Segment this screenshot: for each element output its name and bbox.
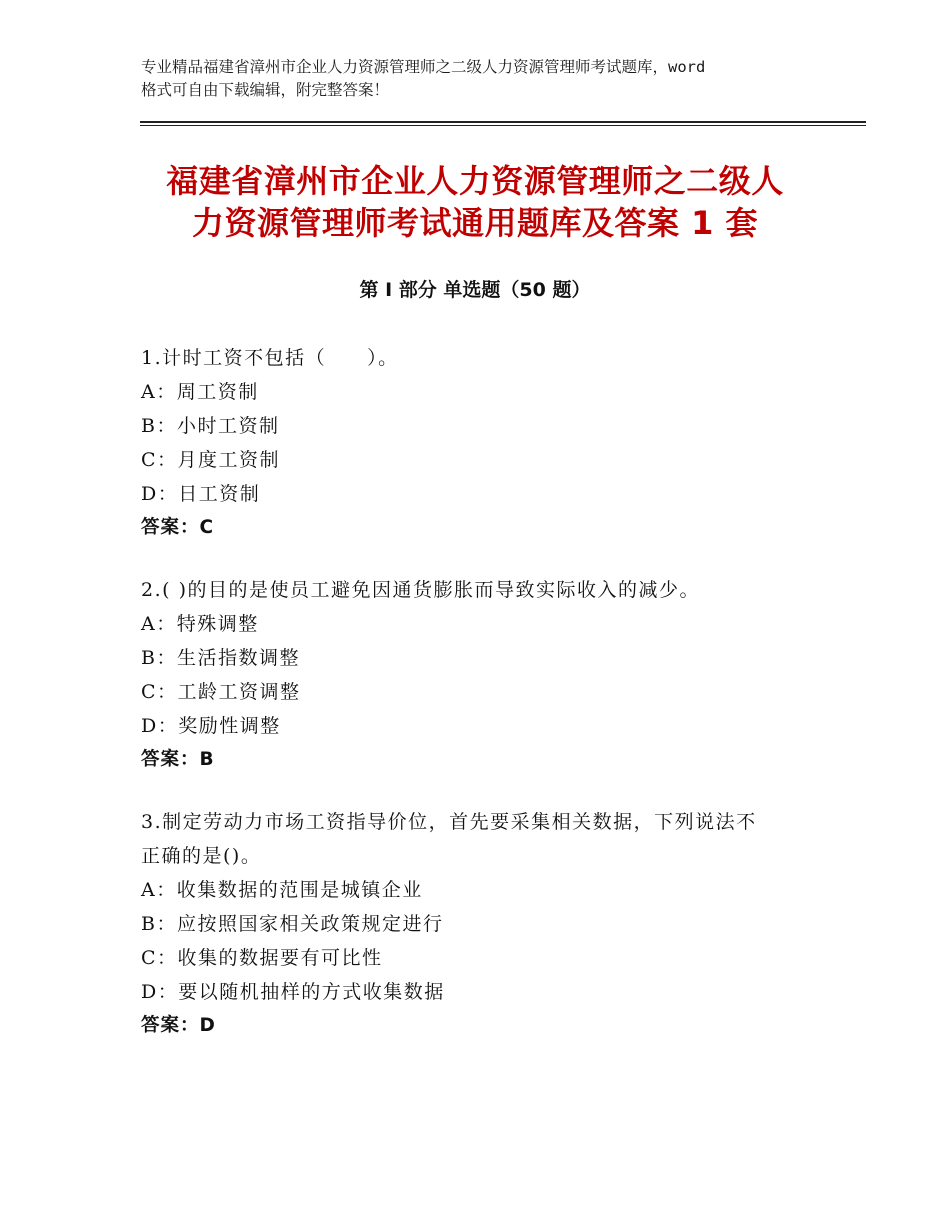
answer-label: 答案：C — [141, 517, 215, 538]
section-title: 第 I 部分 单选题（50 题） — [359, 279, 591, 301]
question-stem-line-2: 正确的是()。 — [141, 845, 262, 867]
question-1 — [141, 341, 821, 545]
header-rule-thin — [140, 125, 866, 126]
header-note — [141, 56, 821, 102]
question-stem: 2.( )的目的是使员工避免因通货膨胀而导致实际收入的减少。 — [141, 579, 700, 601]
question-stem: 1.计时工资不包括（ ）。 — [141, 347, 399, 369]
option-d: D：奖励性调整 — [141, 715, 281, 737]
option-c: C：收集的数据要有可比性 — [141, 947, 383, 969]
option-a: A：特殊调整 — [141, 613, 259, 635]
question-stem-line-1: 3.制定劳动力市场工资指导价位，首先要采集相关数据，下列说法不 — [141, 811, 757, 833]
option-b: B：小时工资制 — [141, 415, 280, 437]
option-d: D：要以随机抽样的方式收集数据 — [141, 981, 445, 1003]
header-rule-thick — [140, 121, 866, 123]
question-3 — [141, 805, 821, 1043]
question-list — [141, 341, 821, 1071]
question-2 — [141, 573, 821, 777]
header-note-line-1: 专业精品福建省漳州市企业人力资源管理师之二级人力资源管理师考试题库，word — [141, 58, 706, 76]
option-b: B：生活指数调整 — [141, 647, 300, 669]
option-a: A：周工资制 — [141, 381, 259, 403]
option-c: C：工龄工资调整 — [141, 681, 301, 703]
document-title-line-2: 力资源管理师考试通用题库及答案 1 套 — [191, 204, 759, 242]
answer-label: 答案：B — [141, 749, 215, 770]
option-c: C：月度工资制 — [141, 449, 281, 471]
option-b: B：应按照国家相关政策规定进行 — [141, 913, 444, 935]
option-d: D：日工资制 — [141, 483, 261, 505]
document-title — [120, 160, 830, 244]
answer-label: 答案：D — [141, 1015, 216, 1036]
option-a: A：收集数据的范围是城镇企业 — [141, 879, 423, 901]
document-title-line-1: 福建省漳州市企业人力资源管理师之二级人 — [166, 162, 784, 200]
header-note-line-2: 格式可自由下载编辑，附完整答案！ — [141, 81, 390, 99]
